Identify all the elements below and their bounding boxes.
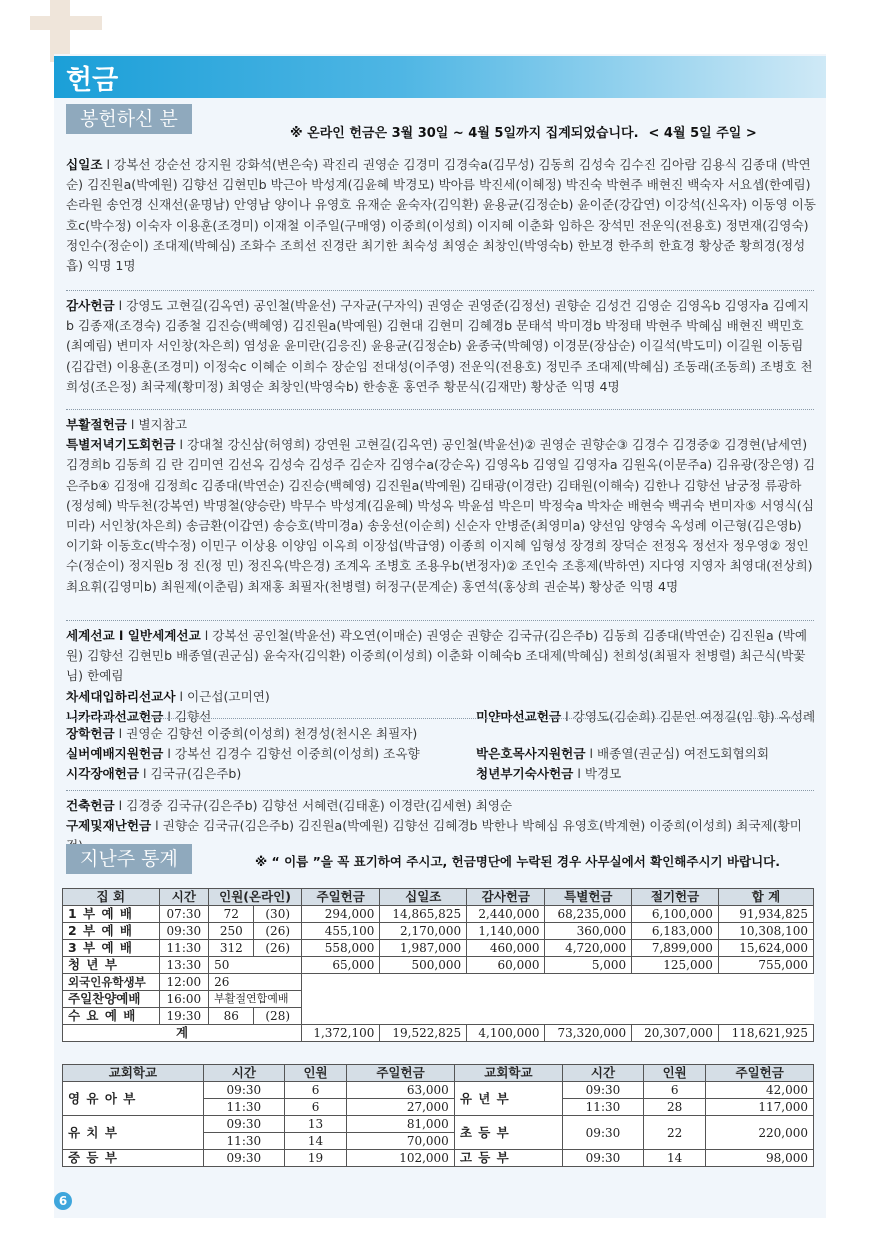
- table-row: [63, 1150, 814, 1167]
- row-total: 91,934,825: [718, 906, 813, 923]
- col-header: 주일헌금: [302, 889, 380, 906]
- dept-offering: 70,000: [347, 1133, 455, 1150]
- service-name: 수 요 예 배: [63, 1008, 160, 1025]
- service-time: 13:30: [159, 957, 209, 974]
- season-amount: 7,899,000: [632, 940, 719, 957]
- col-header: 십일조: [380, 889, 467, 906]
- dept-offering: 220,000: [706, 1116, 814, 1150]
- service-time: 07:30: [159, 906, 209, 923]
- building-names: l 김경중 김국규(김은주b) 김향선 서혜련(김태훈) 이경란(김세현) 최영순: [114, 798, 513, 813]
- season-amount: 6,100,000: [632, 906, 719, 923]
- col-header: 인원: [643, 1065, 705, 1082]
- service-name: 주일찬양예배: [63, 991, 160, 1008]
- dept-name: 유 치 부: [63, 1116, 204, 1150]
- special-prayer-names: l 강대철 강신삼(허영희) 강연원 고현길(김옥연) 공인철(박윤선)② 권영순 권향순③ 김경수 김경중② 김경현(남세연) 김경희b 김동희 김 란 김미연 김선옥 김성숙 김성주 김순자 김영수a(강순옥) 김영옥b 김영일 김영자a 김원옥(이문주a) 김유광(장은영) 김은주b④ 김정애 김정희c 김종대(박연순) 김진승(백혜영) 김진원a(박예원) 김태광(이경란) 김태원(이해숙) 김한나 김향선 남궁정 류광하(정성혜) 박두천(강복연) 박명철(양승란) 박무수 박성계(김윤혜) 박성옥 박윤섬 박은미 박정숙a 박차순 배현숙 백귀숙 변미자⑤ 서영식(심미라) 서인창(차은희) 송금환(이갑연) 송승호(박미경a) 송웅선(이순희) 신순자 안병준(최영미a) 양선임 양영숙 옥성례 이근형(김은영b) 이기화 이동호c(박수정) 이민구 이상용 이양임 이옥희 이장섭(박급영) 이종희 이지혜 임형성 장경희 장덕순 전정옥 정선자 정우영② 정인수(정순이) 정지원b 정 진(정 민) 정진옥(박은경) 조계옥 조병호 조용우b(변정자)② 조인숙 조흥제(박하연) 지다영 지영자 최영대(전상희) 최요휘(김영미b) 최원제(이춘림) 최재홍 최필자(천병렬) 허정구(문계순) 홍연석(홍상희 권순복) 황상준 익명 4명: [66, 437, 816, 594]
- dept-attendance: 22: [643, 1116, 705, 1150]
- special-amount: 4,720,000: [545, 940, 632, 957]
- dept-offering: 102,000: [347, 1150, 455, 1167]
- special-amount: 360,000: [545, 923, 632, 940]
- thanks-amount: 1,140,000: [467, 923, 545, 940]
- dept-attendance: 6: [284, 1082, 346, 1099]
- tithe-amount: 1,987,000: [380, 940, 467, 957]
- empty-cell: [302, 974, 814, 1025]
- dept-offering: 98,000: [706, 1150, 814, 1167]
- col-header: 교회학교: [454, 1065, 562, 1082]
- col-header: 인원: [284, 1065, 346, 1082]
- table-row: [63, 974, 814, 991]
- youth-dorm-heading: 청년부기숙사헌금: [476, 766, 574, 782]
- attendance: 86: [209, 1008, 254, 1025]
- dept-name: 초 등 부: [454, 1116, 562, 1150]
- service-name: 1 부 예 배: [63, 906, 160, 923]
- tithe-names: l 강복선 강순선 강지원 강화석(변은숙) 곽진리 권영순 김경미 김경숙a(김무성) 김동희 김성숙 김수진 김아람 김용식 김종대 (박연순) 김진원a(박예원) 김향선 김현민b 박근아 박성계(김윤혜 박경모) 박아름 박진세(이혜정) 박진숙 박현주 배현진 백숙자 서요셉(한예림) 손라원 송언경 신재선(윤명남) 안영남 양이나 유영호 유재순 윤숙자(김익환) 윤용균(김정순b) 윤이준(강갑연) 이강석(신옥자) 이동영 이동호c(박수정) 이숙자 이용훈(조경미) 이재철 이주일(구매영) 이중희(이성희) 이지혜 이춘화 임하은 장석민 전운익(전용호) 정면재(김영숙) 정인수(정순이) 조대제(박혜심) 조화수 조희선 진경란 최기한 최숙성 최영순 최창인(박영숙b) 한보경 한주희 한효경 황상준 황희경(정성흡) 익명 1명: [66, 157, 816, 274]
- service-name: 청 년 부: [63, 957, 160, 974]
- tithe-amount: 2,170,000: [380, 923, 467, 940]
- season-amount: 125,000: [632, 957, 719, 974]
- thanks-amount: 460,000: [467, 940, 545, 957]
- dept-time: 09:30: [563, 1150, 644, 1167]
- divider: [66, 620, 814, 621]
- row-total: 15,624,000: [718, 940, 813, 957]
- next-gen-missionary-heading: 차세대입하리선교사: [66, 688, 176, 704]
- dept-offering: 63,000: [347, 1082, 455, 1099]
- online-count: (28): [254, 1008, 302, 1025]
- table-header-row: [63, 1065, 814, 1082]
- dept-attendance: 14: [284, 1133, 346, 1150]
- table-total-row: [63, 1025, 814, 1042]
- myanmar-heading: 미얀마선교헌금: [476, 708, 562, 724]
- tithe-amount: 500,000: [380, 957, 467, 974]
- sunday-offering: 455,100: [302, 923, 380, 940]
- dept-attendance: 28: [643, 1099, 705, 1116]
- dept-time: 11:30: [203, 1099, 284, 1116]
- visual-impaired-names: l 김국규(김은주b): [139, 766, 242, 782]
- building-heading: 건축헌금: [66, 798, 115, 813]
- divider: [66, 790, 814, 791]
- dept-name: 중 등 부: [63, 1150, 204, 1167]
- dept-attendance: 14: [643, 1150, 705, 1167]
- sunday-offering: 65,000: [302, 957, 380, 974]
- service-time: 09:30: [159, 923, 209, 940]
- special-prayer-heading: 특별저녁기도회헌금: [66, 437, 176, 453]
- dept-attendance: 19: [284, 1150, 346, 1167]
- online-count: (30): [254, 906, 302, 923]
- silver-names: l 강복선 김경수 김향선 이중희(이성희) 조옥향: [163, 746, 420, 762]
- dept-time: 11:30: [563, 1099, 644, 1116]
- col-header: 집 회: [63, 889, 160, 906]
- service-time: 19:30: [159, 1008, 209, 1025]
- online-count: (26): [254, 923, 302, 940]
- dept-offering: 81,000: [347, 1116, 455, 1133]
- misc-block: [66, 724, 816, 785]
- section-label-donors: 봉헌하신 분: [66, 104, 192, 134]
- tithe-amount: 14,865,825: [380, 906, 467, 923]
- silver-heading: 실버예배지원헌금: [66, 746, 164, 762]
- mission-block: [66, 626, 816, 727]
- dept-time: 09:30: [563, 1116, 644, 1150]
- season-total: 20,307,000: [632, 1025, 719, 1042]
- header-bar: [54, 56, 826, 98]
- special-amount: 5,000: [545, 957, 632, 974]
- pastor-support-names: l 배종열(권군심) 여전도회협의회: [585, 746, 769, 762]
- attendance-note: 부활절연합예배: [209, 991, 302, 1008]
- sunday-total: 1,372,100: [302, 1025, 380, 1042]
- col-header: 절기헌금: [632, 889, 719, 906]
- notice-date: < 4월 5일 주일 >: [648, 126, 757, 141]
- table-row: [63, 923, 814, 940]
- tithe-total: 19,522,825: [380, 1025, 467, 1042]
- dept-time: 11:30: [203, 1133, 284, 1150]
- table-row: [63, 906, 814, 923]
- divider: [66, 718, 814, 719]
- col-header: 합 계: [718, 889, 813, 906]
- visual-impaired-heading: 시각장애헌금: [66, 766, 139, 782]
- service-name: 2 부 예 배: [63, 923, 160, 940]
- attendance: 26: [209, 974, 302, 991]
- col-header: 시간: [203, 1065, 284, 1082]
- dept-name: 고 등 부: [454, 1150, 562, 1167]
- dept-time: 09:30: [563, 1082, 644, 1099]
- special-amount: 68,235,000: [545, 906, 632, 923]
- section-label-stats: 지난주 통계: [66, 844, 192, 874]
- grand-total: 118,621,925: [718, 1025, 813, 1042]
- attendance: 50: [209, 957, 302, 974]
- total-label: 계: [63, 1025, 302, 1042]
- dept-offering: 117,000: [706, 1099, 814, 1116]
- col-header: 특별헌금: [545, 889, 632, 906]
- service-time: 16:00: [159, 991, 209, 1008]
- col-header: 주일헌금: [347, 1065, 455, 1082]
- church-school-table: [62, 1064, 814, 1167]
- pastor-support-heading: 박은호목사지원헌금: [476, 746, 586, 762]
- page-title: 헌금: [66, 65, 119, 96]
- service-name: 외국인유학생부: [63, 974, 160, 991]
- dept-attendance: 13: [284, 1116, 346, 1133]
- myanmar-names: l 강영도(김순희) 김문언 여정길(임 향) 옥성례: [561, 708, 816, 724]
- col-header: 감사헌금: [467, 889, 545, 906]
- table-row: [63, 940, 814, 957]
- weekly-stats-table: [62, 888, 814, 1042]
- col-header: 시간: [159, 889, 209, 906]
- table-row: [63, 1116, 814, 1133]
- dept-attendance: 6: [284, 1099, 346, 1116]
- col-header: 시간: [563, 1065, 644, 1082]
- thanks-heading: 감사헌금: [66, 298, 115, 313]
- mission-names: l 강복선 공인철(박윤선) 곽오연(이매순) 권영순 권향순 김국규(김은주b) 김동희 김종대(박연순) 김진원a (박예원) 김향선 김현민b 배종열(권군심) 윤숙자(김익환) 이중희(이성희) 이춘화 이혜숙b 조대제(박혜심) 천희성(최필자 천병렬) 최근식(박꽃님) 한예림: [66, 628, 808, 684]
- name-notice: ※ “ 이름 ”을 꼭 표기하여 주시고, 헌금명단에 누락된 경우 사무실에서 확인해주시기 바랍니다.: [255, 854, 781, 869]
- nicaragua-names: l 김향선: [163, 708, 212, 724]
- easter-heading: 부활절헌금: [66, 417, 127, 432]
- season-amount: 6,183,000: [632, 923, 719, 940]
- table-row: [63, 1082, 814, 1099]
- tithe-heading: 십일조: [66, 157, 103, 172]
- thanks-total: 4,100,000: [467, 1025, 545, 1042]
- row-total: 755,000: [718, 957, 813, 974]
- scholarship-heading: 장학헌금: [66, 726, 115, 741]
- online-count: (26): [254, 940, 302, 957]
- tithe-block: [66, 155, 816, 276]
- service-time: 12:00: [159, 974, 209, 991]
- easter-block: [66, 415, 816, 597]
- table-row: [63, 957, 814, 974]
- page-number: 6: [54, 1192, 72, 1210]
- thanks-amount: 60,000: [467, 957, 545, 974]
- dept-name: 영 유 아 부: [63, 1082, 204, 1116]
- dept-offering: 27,000: [347, 1099, 455, 1116]
- easter-text: l 별지참고: [126, 417, 187, 432]
- thanks-amount: 2,440,000: [467, 906, 545, 923]
- service-name: 3 부 예 배: [63, 940, 160, 957]
- divider: [66, 290, 814, 291]
- nicaragua-heading: 니카라과선교헌금: [66, 708, 164, 724]
- thanks-names: l 강영도 고현길(김옥연) 공인철(박윤선) 구자균(구자익) 권영순 권영준(김정선) 권향순 김성건 김영순 김영옥b 김영자a 김예지b 김종재(조경숙) 김종철 김진승(백혜영) 김진원a(박예원) 김현대 김현미 김혜경b 문태석 박미경b 박정태 박현주 박혜심 배현진 백민호(최예림) 변미자 서인창(차은희) 염성윤 윤미란(김응진) 윤용균(김정순b) 윤종국(박혜영) 이경문(장삼순) 이길석(박도미) 이길원 이동림(김갑련) 이용훈(조경미) 이정숙c 이혜순 이희수 장순임 전대성(이주영) 전운익(전용호) 정민주 조대제(박혜심) 조동래(조동희) 조병호 천희성(조은정) 최국제(황미정) 최영순 최창인(박영숙b) 한송훈 홍연주 황문식(김재만) 황상준 익명 4명: [66, 298, 813, 394]
- sunday-offering: 558,000: [302, 940, 380, 957]
- thanks-block: [66, 296, 816, 397]
- notice-text: ※ 온라인 헌금은 3월 30일 ~ 4월 5일까지 집계되었습니다.: [290, 126, 639, 141]
- youth-dorm-names: l 박경모: [573, 766, 622, 782]
- service-time: 11:30: [159, 940, 209, 957]
- dept-time: 09:30: [203, 1116, 284, 1133]
- attendance: 72: [209, 906, 254, 923]
- cross-decoration-bar: [30, 16, 102, 30]
- mission-heading: 세계선교 l 일반세계선교: [66, 628, 201, 643]
- col-header: 인원(온라인): [209, 889, 302, 906]
- scholarship-names: l 권영순 김향선 이중희(이성희) 천경성(천시온 최필자): [114, 726, 418, 741]
- dept-name: 유 년 부: [454, 1082, 562, 1116]
- relief-names: l 권향순 김국규(김은주b) 김진원a(박예원) 김향선 김혜경b 박한나 박혜심 유영호(박계현) 이중희(이성희) 최국제(황미: [155, 818, 802, 834]
- online-notice: [290, 122, 757, 141]
- col-header: 주일헌금: [706, 1065, 814, 1082]
- table-header-row: [63, 889, 814, 906]
- attendance: 250: [209, 923, 254, 940]
- dept-offering: 42,000: [706, 1082, 814, 1099]
- cross-decoration: [50, 0, 70, 62]
- next-gen-missionary-names: l 이근섭(고미연): [175, 688, 270, 704]
- attendance: 312: [209, 940, 254, 957]
- dept-time: 09:30: [203, 1150, 284, 1167]
- divider: [66, 409, 814, 410]
- dept-attendance: 6: [643, 1082, 705, 1099]
- relief-heading: 구제및재난헌금: [66, 818, 152, 834]
- col-header: 교회학교: [63, 1065, 204, 1082]
- row-total: 10,308,100: [718, 923, 813, 940]
- sunday-offering: 294,000: [302, 906, 380, 923]
- dept-time: 09:30: [203, 1082, 284, 1099]
- special-total: 73,320,000: [545, 1025, 632, 1042]
